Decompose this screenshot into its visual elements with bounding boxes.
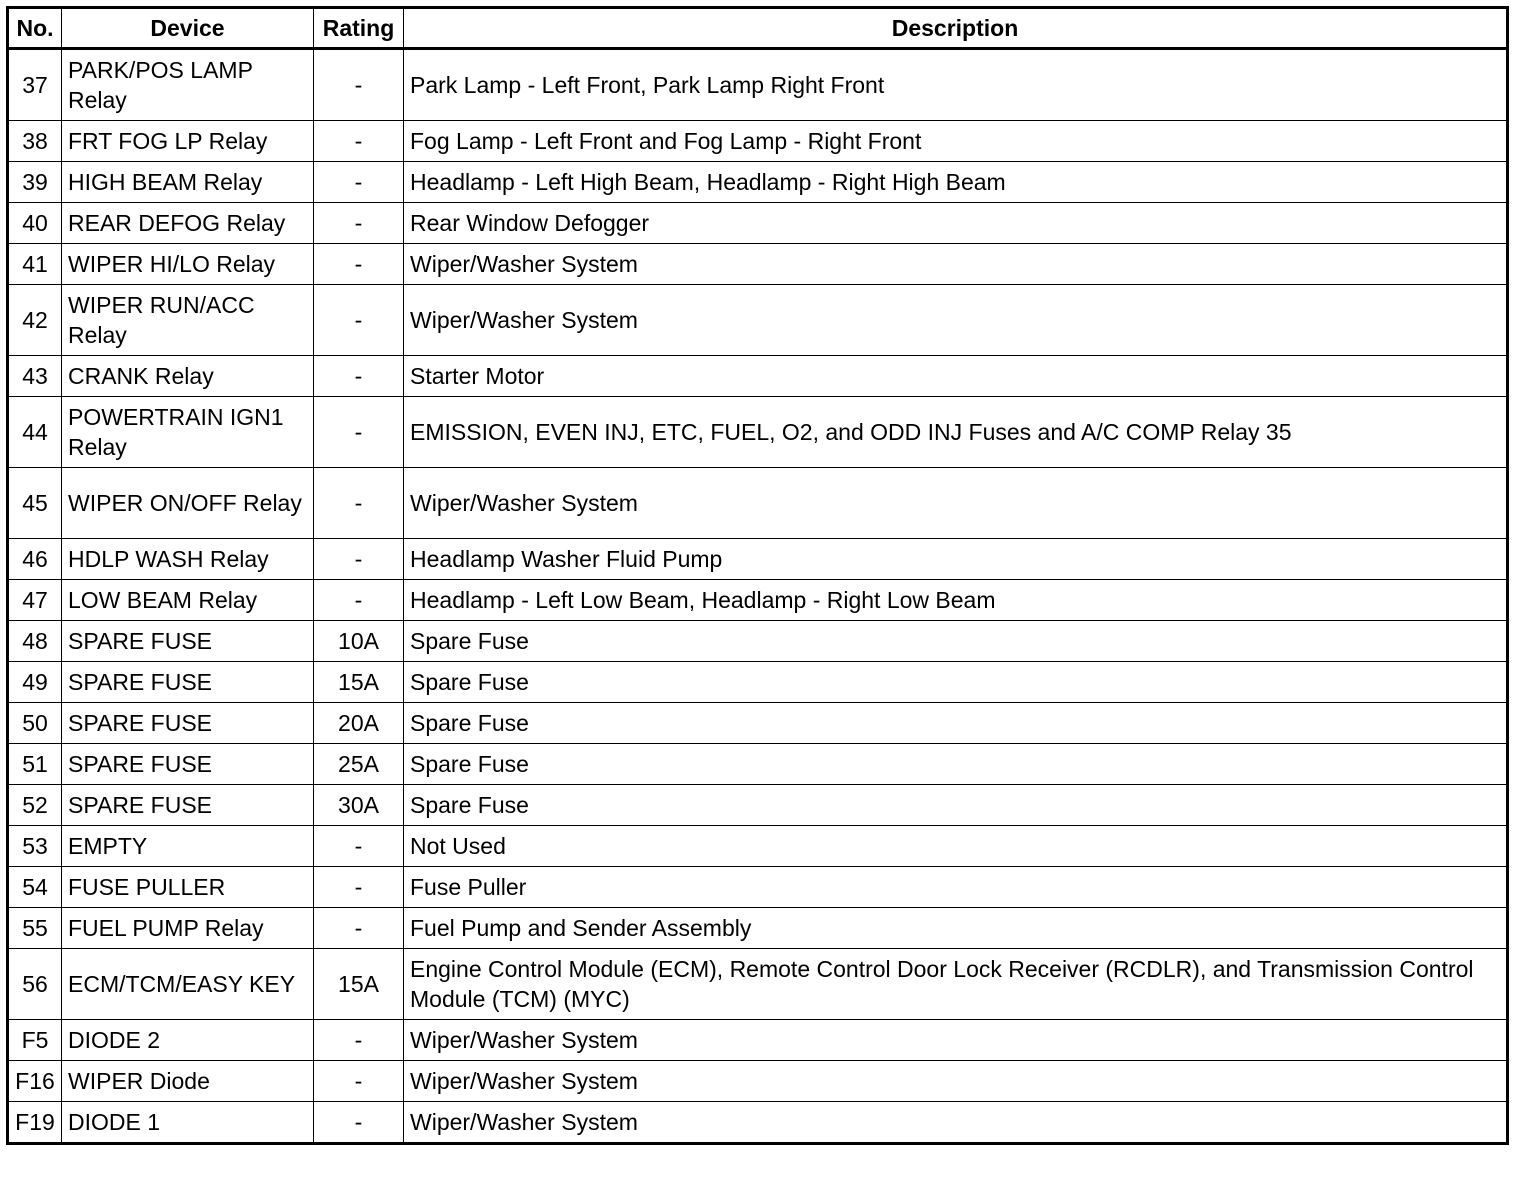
cell-no: 45 (8, 468, 62, 539)
cell-rating: - (314, 397, 404, 468)
cell-no: 52 (8, 785, 62, 826)
table-row (8, 203, 1508, 244)
table-row (8, 121, 1508, 162)
cell-device: DIODE 1 (62, 1102, 314, 1144)
cell-description: Spare Fuse (404, 703, 1508, 744)
cell-device: SPARE FUSE (62, 662, 314, 703)
cell-no: 39 (8, 162, 62, 203)
cell-no: 44 (8, 397, 62, 468)
cell-description: Fog Lamp - Left Front and Fog Lamp - Right Front (404, 121, 1508, 162)
cell-rating: - (314, 1020, 404, 1061)
table-row (8, 867, 1508, 908)
table-row (8, 908, 1508, 949)
cell-description: Starter Motor (404, 356, 1508, 397)
cell-rating: 15A (314, 949, 404, 1020)
table-row (8, 397, 1508, 468)
cell-rating: - (314, 244, 404, 285)
cell-no: 55 (8, 908, 62, 949)
cell-device: CRANK Relay (62, 356, 314, 397)
cell-no: F16 (8, 1061, 62, 1102)
cell-no: 53 (8, 826, 62, 867)
cell-no: 54 (8, 867, 62, 908)
cell-no: 46 (8, 539, 62, 580)
cell-description: Headlamp Washer Fluid Pump (404, 539, 1508, 580)
fuse-relay-table (6, 6, 1509, 1145)
cell-device: FRT FOG LP Relay (62, 121, 314, 162)
cell-device: HDLP WASH Relay (62, 539, 314, 580)
cell-no: 51 (8, 744, 62, 785)
cell-device: EMPTY (62, 826, 314, 867)
table-row (8, 785, 1508, 826)
cell-description: Engine Control Module (ECM), Remote Control Door Lock Receiver (RCDLR), and Transmission Control Module (TCM) (MYC) (404, 949, 1508, 1020)
table-row (8, 244, 1508, 285)
cell-device: WIPER RUN/ACC Relay (62, 285, 314, 356)
cell-no: 37 (8, 49, 62, 121)
cell-no: F19 (8, 1102, 62, 1144)
header-device: Device (62, 8, 314, 49)
cell-description: Wiper/Washer System (404, 244, 1508, 285)
cell-device: WIPER Diode (62, 1061, 314, 1102)
cell-rating: 15A (314, 662, 404, 703)
cell-rating: - (314, 49, 404, 121)
cell-description: Headlamp - Left Low Beam, Headlamp - Right Low Beam (404, 580, 1508, 621)
cell-rating: - (314, 826, 404, 867)
cell-device: HIGH BEAM Relay (62, 162, 314, 203)
cell-device: FUEL PUMP Relay (62, 908, 314, 949)
cell-rating: 30A (314, 785, 404, 826)
header-description: Description (404, 8, 1508, 49)
cell-rating: - (314, 468, 404, 539)
cell-description: EMISSION, EVEN INJ, ETC, FUEL, O2, and ODD INJ Fuses and A/C COMP Relay 35 (404, 397, 1508, 468)
cell-device: SPARE FUSE (62, 703, 314, 744)
cell-no: 50 (8, 703, 62, 744)
cell-description: Spare Fuse (404, 662, 1508, 703)
cell-rating: 25A (314, 744, 404, 785)
cell-rating: - (314, 203, 404, 244)
cell-rating: - (314, 539, 404, 580)
cell-device: SPARE FUSE (62, 621, 314, 662)
header-rating: Rating (314, 8, 404, 49)
cell-description: Fuel Pump and Sender Assembly (404, 908, 1508, 949)
cell-rating: - (314, 908, 404, 949)
cell-description: Headlamp - Left High Beam, Headlamp - Right High Beam (404, 162, 1508, 203)
cell-rating: - (314, 1102, 404, 1144)
table-row (8, 949, 1508, 1020)
cell-no: 47 (8, 580, 62, 621)
cell-description: Wiper/Washer System (404, 1061, 1508, 1102)
cell-description: Spare Fuse (404, 621, 1508, 662)
cell-device: LOW BEAM Relay (62, 580, 314, 621)
cell-rating: - (314, 580, 404, 621)
cell-no: 43 (8, 356, 62, 397)
table-row (8, 356, 1508, 397)
cell-device: SPARE FUSE (62, 744, 314, 785)
cell-no: 38 (8, 121, 62, 162)
table-row (8, 703, 1508, 744)
cell-description: Fuse Puller (404, 867, 1508, 908)
table-row (8, 621, 1508, 662)
cell-description: Wiper/Washer System (404, 285, 1508, 356)
table-row (8, 1020, 1508, 1061)
cell-no: 42 (8, 285, 62, 356)
cell-rating: - (314, 285, 404, 356)
cell-device: FUSE PULLER (62, 867, 314, 908)
cell-device: WIPER HI/LO Relay (62, 244, 314, 285)
cell-no: 48 (8, 621, 62, 662)
cell-no: 49 (8, 662, 62, 703)
cell-rating: 10A (314, 621, 404, 662)
table-row (8, 744, 1508, 785)
cell-device: DIODE 2 (62, 1020, 314, 1061)
cell-rating: - (314, 1061, 404, 1102)
cell-description: Rear Window Defogger (404, 203, 1508, 244)
cell-device: WIPER ON/OFF Relay (62, 468, 314, 539)
cell-device: POWERTRAIN IGN1 Relay (62, 397, 314, 468)
cell-description: Wiper/Washer System (404, 1020, 1508, 1061)
header-no: No. (8, 8, 62, 49)
table-row (8, 1102, 1508, 1144)
table-row (8, 826, 1508, 867)
cell-description: Park Lamp - Left Front, Park Lamp Right Front (404, 49, 1508, 121)
cell-rating: - (314, 162, 404, 203)
cell-rating: - (314, 121, 404, 162)
table-row (8, 285, 1508, 356)
cell-rating: 20A (314, 703, 404, 744)
table-row (8, 580, 1508, 621)
table-header-row (8, 8, 1508, 49)
cell-device: PARK/POS LAMP Relay (62, 49, 314, 121)
table-row (8, 662, 1508, 703)
cell-rating: - (314, 356, 404, 397)
table-row (8, 1061, 1508, 1102)
cell-no: 40 (8, 203, 62, 244)
cell-description: Not Used (404, 826, 1508, 867)
cell-description: Spare Fuse (404, 744, 1508, 785)
cell-device: REAR DEFOG Relay (62, 203, 314, 244)
table-row (8, 162, 1508, 203)
cell-description: Spare Fuse (404, 785, 1508, 826)
table-row (8, 49, 1508, 121)
cell-description: Wiper/Washer System (404, 468, 1508, 539)
table-row (8, 539, 1508, 580)
cell-no: 41 (8, 244, 62, 285)
cell-device: ECM/TCM/EASY KEY (62, 949, 314, 1020)
cell-device: SPARE FUSE (62, 785, 314, 826)
table-row (8, 468, 1508, 539)
cell-rating: - (314, 867, 404, 908)
cell-no: F5 (8, 1020, 62, 1061)
cell-no: 56 (8, 949, 62, 1020)
cell-description: Wiper/Washer System (404, 1102, 1508, 1144)
